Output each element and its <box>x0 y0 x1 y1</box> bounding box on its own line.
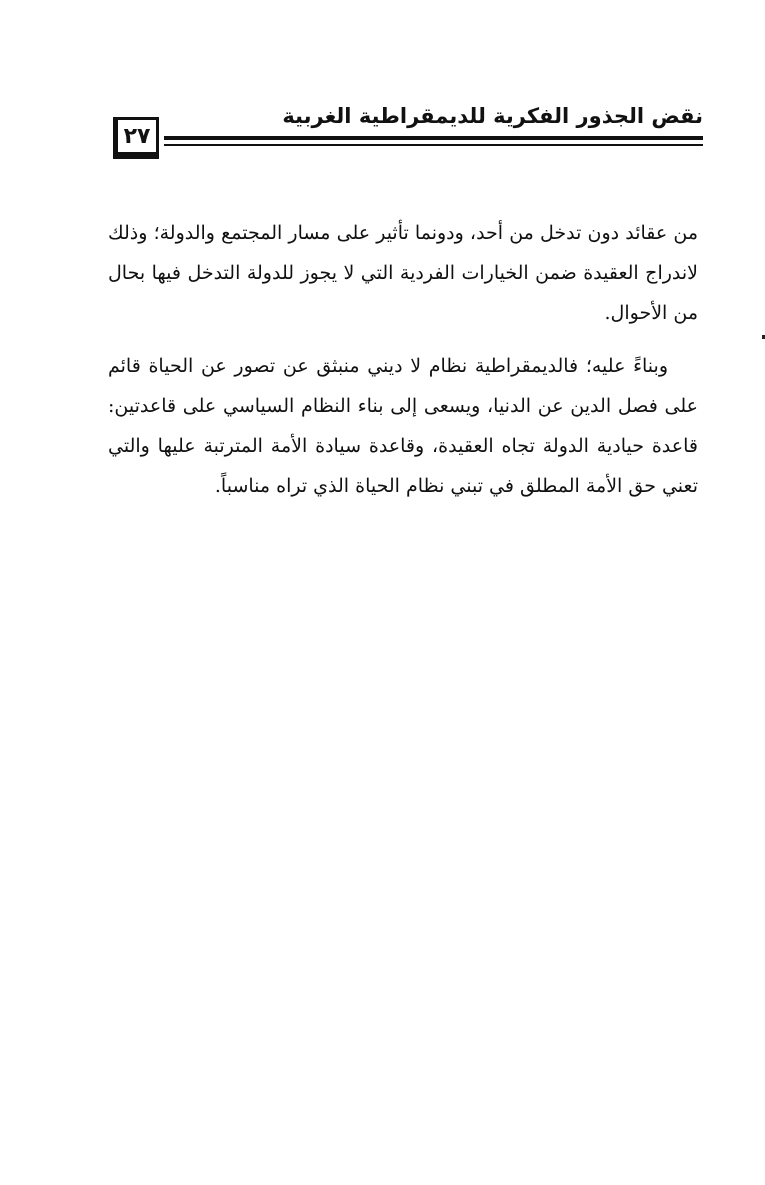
header-rule-thick <box>164 136 703 140</box>
paragraph-2: وبناءً عليه؛ فالديمقراطية نظام لا ديني منبثق عن تصور عن الحياة قائم على فصل الدين عن الدنيا، ويسعى إلى بناء النظام السياسي على قاعدتين: قاعدة حيادية الدولة تجاه العقيدة، وقاعدة سيادة الأمة المترتبة عليها والتي تعني حق الأمة المطلق في تبني نظام الحياة الذي تراه مناسباً. <box>108 355 698 497</box>
page-body <box>108 213 698 506</box>
page-number: ٢٧ <box>113 117 159 159</box>
running-header-title: نقض الجذور الفكرية للديمقراطية الغربية <box>282 104 703 128</box>
paragraph-1: من عقائد دون تدخل من أحد، ودونما تأثير على مسار المجتمع والدولة؛ وذلك لاندراج العقيدة ضمن الخيارات الفردية التي لا يجوز للدولة التدخل فيها بحال من الأحوال. <box>108 222 698 324</box>
header-rule-thin <box>164 144 703 146</box>
